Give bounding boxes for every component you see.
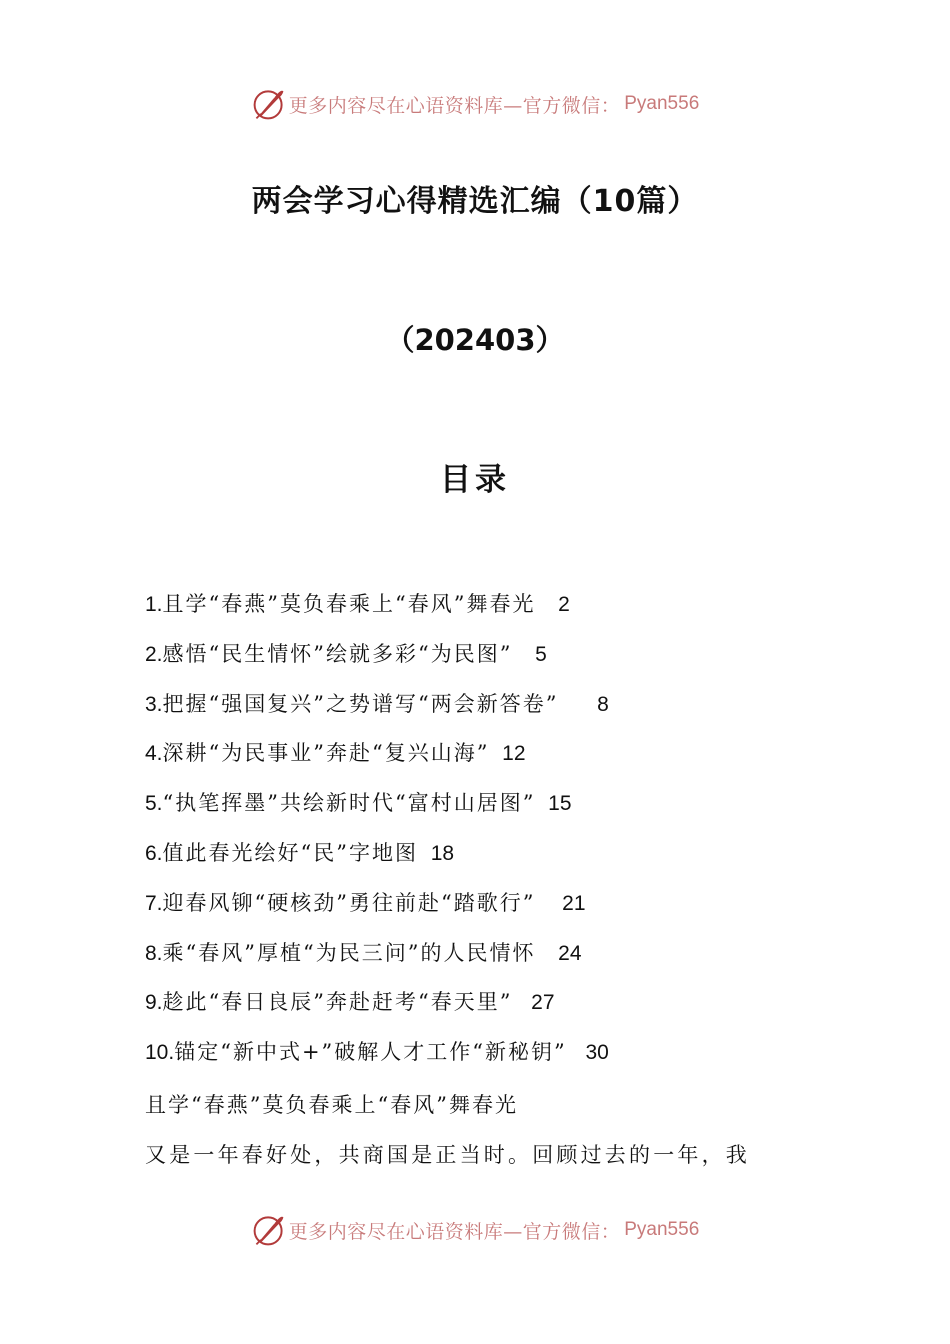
toc-item-title: 值此春光绘好“民”字地图 bbox=[162, 840, 418, 865]
toc-item[interactable] bbox=[145, 783, 845, 833]
toc-item-page: 8 bbox=[597, 692, 609, 716]
toc-item-title: 深耕“为民事业”奔赴“复兴山海” bbox=[162, 741, 490, 766]
watermark-footer bbox=[0, 1210, 950, 1250]
toc-item-page: 15 bbox=[548, 792, 572, 816]
toc-item-title: 且学“春燕”莫负春乘上“春风”舞春光 bbox=[162, 592, 536, 616]
quill-logo-icon bbox=[251, 1212, 287, 1248]
toc-item-number: 9. bbox=[145, 991, 163, 1015]
toc-heading: 目录 bbox=[440, 462, 510, 498]
watermark-wechat-id: Pyan556 bbox=[624, 1219, 700, 1240]
document-date: （202403） bbox=[385, 323, 565, 357]
toc-item-page: 2 bbox=[558, 593, 570, 616]
toc-item-page: 18 bbox=[430, 841, 455, 865]
toc-item[interactable] bbox=[145, 634, 845, 684]
toc-item-page: 12 bbox=[502, 742, 526, 766]
toc-item-number: 10. bbox=[145, 1041, 175, 1065]
watermark-header bbox=[0, 84, 950, 124]
toc-item[interactable] bbox=[145, 1032, 845, 1082]
toc-item-page: 5 bbox=[535, 642, 547, 666]
toc-item-title: 迎春风铆“硬核劲”勇往前赴“踏歌行” bbox=[162, 890, 536, 915]
toc-item-number: 7. bbox=[145, 891, 163, 915]
toc-item-number: 6. bbox=[145, 841, 163, 865]
toc-item-title: 感悟“民生情怀”绘就多彩“为民图” bbox=[162, 641, 513, 666]
watermark-text: 更多内容尽在心语资料库—官方微信： bbox=[288, 1220, 621, 1243]
toc-item[interactable] bbox=[145, 933, 845, 983]
toc-item[interactable] bbox=[145, 584, 845, 634]
toc-item-page: 21 bbox=[562, 891, 586, 915]
toc-item-number: 4. bbox=[145, 742, 163, 766]
toc-item-number: 8. bbox=[145, 941, 163, 965]
document-title: 两会学习心得精选汇编（10篇） bbox=[251, 184, 699, 219]
toc-item[interactable] bbox=[145, 883, 845, 933]
toc-item-title: 锚定“新中式+”破解人才工作“新秘钥” bbox=[174, 1040, 567, 1065]
toc-item-page: 30 bbox=[585, 1041, 609, 1065]
toc-item-title: 趁此“春日良辰”奔赴赶考“春天里” bbox=[162, 990, 513, 1015]
table-of-contents bbox=[145, 584, 845, 1082]
toc-item-page: 27 bbox=[531, 991, 555, 1015]
toc-item-title: 乘“春风”厚植“为民三问”的人民情怀 bbox=[162, 940, 536, 965]
watermark-wechat-id: Pyan556 bbox=[624, 93, 700, 114]
toc-item[interactable] bbox=[145, 982, 845, 1032]
toc-item-number: 2. bbox=[145, 642, 163, 666]
toc-item[interactable] bbox=[145, 733, 845, 783]
toc-item-page: 24 bbox=[558, 941, 582, 965]
watermark-text: 更多内容尽在心语资料库—官方微信： bbox=[288, 94, 621, 117]
toc-item-number: 5. bbox=[145, 792, 163, 816]
toc-item[interactable] bbox=[145, 684, 845, 734]
section-title: 且学“春燕”莫负春乘上“春风”舞春光 bbox=[145, 1093, 518, 1117]
toc-item-number: 3. bbox=[145, 692, 163, 716]
toc-item[interactable] bbox=[145, 833, 845, 883]
toc-item-title: “执笔挥墨”共绘新时代“富村山居图” bbox=[162, 791, 536, 816]
toc-item-number: 1. bbox=[145, 593, 163, 616]
toc-item-title: 把握“强国复兴”之势谱写“两会新答卷” bbox=[162, 691, 559, 716]
body-paragraph: 又是一年春好处，共商国是正当时。回顾过去的一年，我 bbox=[145, 1143, 750, 1167]
quill-logo-icon bbox=[251, 86, 287, 122]
